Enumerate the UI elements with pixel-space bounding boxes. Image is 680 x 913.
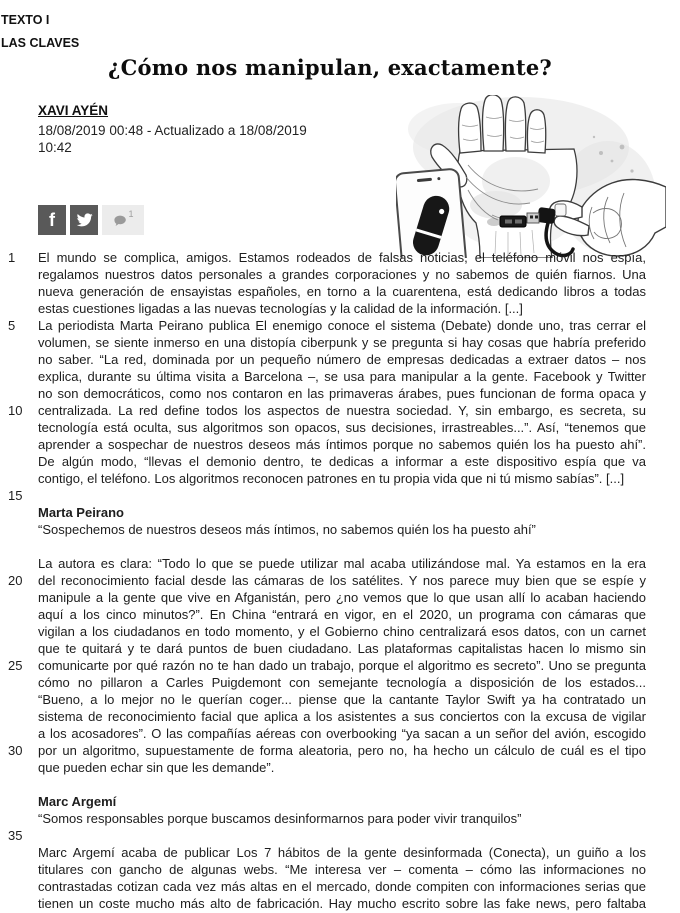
text-line-row [0, 317, 680, 334]
text-line-row [0, 402, 680, 419]
text-line: cómo no pillaron a Carles Puigdemont con semejante tecnología a disposición de los estados... [38, 675, 646, 690]
line-number: 20 [8, 573, 23, 588]
text-line: no son democráticos, como nos contaron en las primaveras árabes, pues funcionan de forma opaca y [38, 386, 646, 401]
facebook-share-button[interactable] [38, 205, 66, 235]
text-line: tienen un coste mucho más alto de fabricación. Hay mucho escrito sobre las fake news, pero faltaba [38, 896, 646, 911]
text-line: por un algoritmo, supuestamente de forma aleatoria, pero no, ha hecho un cálculo de cuál es el tipo [38, 743, 646, 758]
line-number [0, 436, 38, 453]
text-line: “Somos responsables porque buscamos desinformarnos para poder vivir tranquilos” [38, 811, 522, 826]
text-line: contigo, el teléfono. Los algoritmos reconocen patrones en tu propia vida que ni tú mismo sabías”. [...] [38, 471, 625, 486]
share-buttons [38, 205, 144, 235]
text-line: La periodista Marta Peirano publica El enemigo conoce el sistema (Debate) donde uno, tras cerrar el [38, 318, 646, 333]
text-line: contrastadas cotizan cada vez más altas en el mercado, donde compiten con informaciones serias que [38, 879, 646, 894]
text-line: estas cuestiones ligadas a las nuevas tecnologías y la calidad de la información. [...] [38, 301, 523, 316]
text-line: comunicarte por qué razón no te han dado un trabajo, porque el algoritmo es secreto”. Uno se pregunta [38, 658, 646, 673]
line-number [0, 776, 38, 793]
text-line-row [0, 623, 680, 640]
twitter-share-button[interactable] [70, 205, 98, 235]
line-number [0, 589, 38, 606]
text-line: nueva generación de ensayistas españoles, en torno a la cuarentena, está dedicando libros a todas [38, 284, 646, 299]
text-line [38, 538, 646, 555]
text-line-row [0, 283, 680, 300]
text-line: De algún modo, “llevas el demonio dentro, te dedicas a informar a este dispositivo espía que va [38, 454, 646, 469]
text-line-row [0, 691, 680, 708]
comment-count: 1 [128, 209, 134, 219]
text-line-row [0, 640, 680, 657]
text-line-row [0, 572, 680, 589]
usb-port [500, 216, 526, 227]
comment-bubble-icon [112, 214, 127, 227]
line-number: 35 [8, 828, 23, 843]
text-line: no saber. “La red, dominada por un pequeño número de empresas dedicadas a extraer datos – nos [38, 352, 646, 367]
text-line-row [0, 504, 680, 521]
text-line: explica, durante su última visita a Barcelona –, se usa para manipular a la gente. Facebook y Twitter [38, 369, 646, 384]
article-body [0, 249, 680, 912]
text-line-row [0, 300, 680, 317]
text-line: manipule a la gente que vive en Afganistán, pero ¿no vemos que lo que usan allí lo acaban haciendo [38, 590, 646, 605]
text-line: aquí a los cinco minutos?”. En China “entrará en vigor, en el 2020, un programa con cámaras que [38, 607, 646, 622]
article-illustration [396, 95, 666, 258]
text-line-row [0, 776, 680, 793]
text-line-row [0, 759, 680, 776]
line-number [0, 266, 38, 283]
text-line: “Sospechemos de nuestros deseos más íntimos, no sabemos quién los ha puesto ahí” [38, 522, 536, 537]
text-line-row [0, 674, 680, 691]
line-number [0, 895, 38, 912]
speaker-heading: Marta Peirano [38, 505, 124, 520]
line-number [0, 810, 38, 827]
line-number [0, 878, 38, 895]
text-line-row [0, 368, 680, 385]
line-number [0, 283, 38, 300]
line-number: 25 [8, 658, 23, 673]
line-number [0, 759, 38, 776]
fingernail [555, 204, 566, 216]
line-number: 30 [8, 743, 23, 758]
text-line-row [0, 249, 680, 266]
text-line-row [0, 657, 680, 674]
line-number [0, 300, 38, 317]
line-number [0, 368, 38, 385]
text-line-row [0, 487, 680, 504]
line-number [0, 470, 38, 487]
line-number: 1 [8, 250, 16, 265]
line-number [0, 793, 38, 810]
line-number [0, 555, 38, 572]
text-line-row [0, 861, 680, 878]
line-number [0, 861, 38, 878]
text-line-row [0, 878, 680, 895]
text-line-row [0, 351, 680, 368]
text-line: que pueden echar sin que les demande”. [38, 760, 275, 775]
text-line-row [0, 810, 680, 827]
section-label: LAS CLAVES [1, 36, 80, 50]
line-number [0, 351, 38, 368]
line-number [0, 419, 38, 436]
text-line: El mundo se complica, amigos. Estamos rodeados de falsas noticias, el teléfono móvil nos espía, [38, 250, 646, 265]
text-line [38, 776, 646, 793]
text-line: centralizada. La red define todos los aspectos de nuestra sociedad. Y, sin embargo, es secreta, su [38, 403, 646, 418]
text-line-row [0, 589, 680, 606]
line-number [0, 334, 38, 351]
line-number [0, 623, 38, 640]
text-line: del reconocimiento facial desde las cámaras de los satélites. Y nos parece muy bien que se espíe y [38, 573, 646, 588]
text-line-row [0, 742, 680, 759]
text-line: tecnología está oculta, sus algoritmos son opacos, sus decisiones, irrastreables...”. Así, “tenemos que [38, 420, 646, 435]
text-line-row [0, 827, 680, 844]
text-line: regalamos nuestros datos personales a grandes corporaciones y no sabemos de quién fiarnos. Una [38, 267, 646, 282]
text-line-row [0, 606, 680, 623]
page-title: ¿Cómo nos manipulan, exactamente? [108, 55, 552, 80]
line-number [0, 521, 38, 538]
line-number: 15 [8, 488, 23, 503]
text-line-row [0, 555, 680, 572]
text-line [38, 827, 646, 844]
line-number [0, 844, 38, 861]
text-line-row [0, 436, 680, 453]
line-number [0, 385, 38, 402]
line-number: 10 [8, 403, 23, 418]
text-line: titulares con gancho de algunas webs. “Me interesa ver – comenta – cómo las informaciones no [38, 862, 646, 877]
dateline: 18/08/2019 00:48 - Actualizado a 18/08/2019 10:42 [38, 123, 307, 155]
line-number [0, 725, 38, 742]
text-line-row [0, 895, 680, 912]
text-line: que te quitará y te dará puntos de buen ciudadano. Las plataformas capitalistas hacen lo mismo sin [38, 641, 646, 656]
text-line: vigilan a los ciudadanos en todo momento, y el Gobierno chino centralizará esos datos, con un carnet [38, 624, 646, 639]
text-line-row [0, 453, 680, 470]
speaker-heading: Marc Argemí [38, 794, 117, 809]
line-number [0, 674, 38, 691]
text-line-row [0, 385, 680, 402]
line-number [0, 538, 38, 555]
line-number [0, 691, 38, 708]
line-number: 5 [8, 318, 16, 333]
text-line-row [0, 844, 680, 861]
byline [38, 103, 338, 156]
text-line-row [0, 419, 680, 436]
text-label: TEXTO I [1, 13, 50, 27]
text-line: Marc Argemí acaba de publicar Los 7 hábitos de la gente desinformada (Conecta), un guiño a los [38, 845, 646, 860]
line-number [0, 606, 38, 623]
text-line-row [0, 538, 680, 555]
text-line-row [0, 521, 680, 538]
text-line-row [0, 470, 680, 487]
text-line: volumen, se siente inmerso en una distopía ciberpunk y se pregunta si hay cosas que habría preferido [38, 335, 646, 350]
smartphone [396, 168, 467, 258]
text-line-row [0, 334, 680, 351]
text-line-row [0, 708, 680, 725]
author-link[interactable]: XAVI AYÉN [38, 103, 109, 118]
text-line-row [0, 266, 680, 283]
text-line: La autora es clara: “Todo lo que se puede utilizar mal acaba utilizándose mal. Ya estamos en la era [38, 556, 646, 571]
text-line [38, 487, 646, 504]
text-line-row [0, 725, 680, 742]
text-line: a los acosadores”. O las compañías aéreas con overbooking “ya sacan a un señor del avión, escogido [38, 726, 646, 741]
twitter-bird-icon [76, 213, 93, 228]
line-number [0, 708, 38, 725]
line-number [0, 453, 38, 470]
text-line: aprender a sospechar de nuestros deseos más íntimos porque no sabemos quién los ha puesto ahí”. [38, 437, 646, 452]
line-number [0, 640, 38, 657]
text-line: sistema de reconocimiento facial que aplica a los asistentes a sus conciertos con la excusa de vigilar [38, 709, 646, 724]
facebook-icon: f [49, 210, 55, 230]
comments-button[interactable] [102, 205, 144, 235]
text-line: “Bueno, a lo mejor no le querían coger... piense que la cantante Taylor Swift ya ha contratado un [38, 692, 646, 707]
line-number [0, 504, 38, 521]
text-line-row [0, 793, 680, 810]
